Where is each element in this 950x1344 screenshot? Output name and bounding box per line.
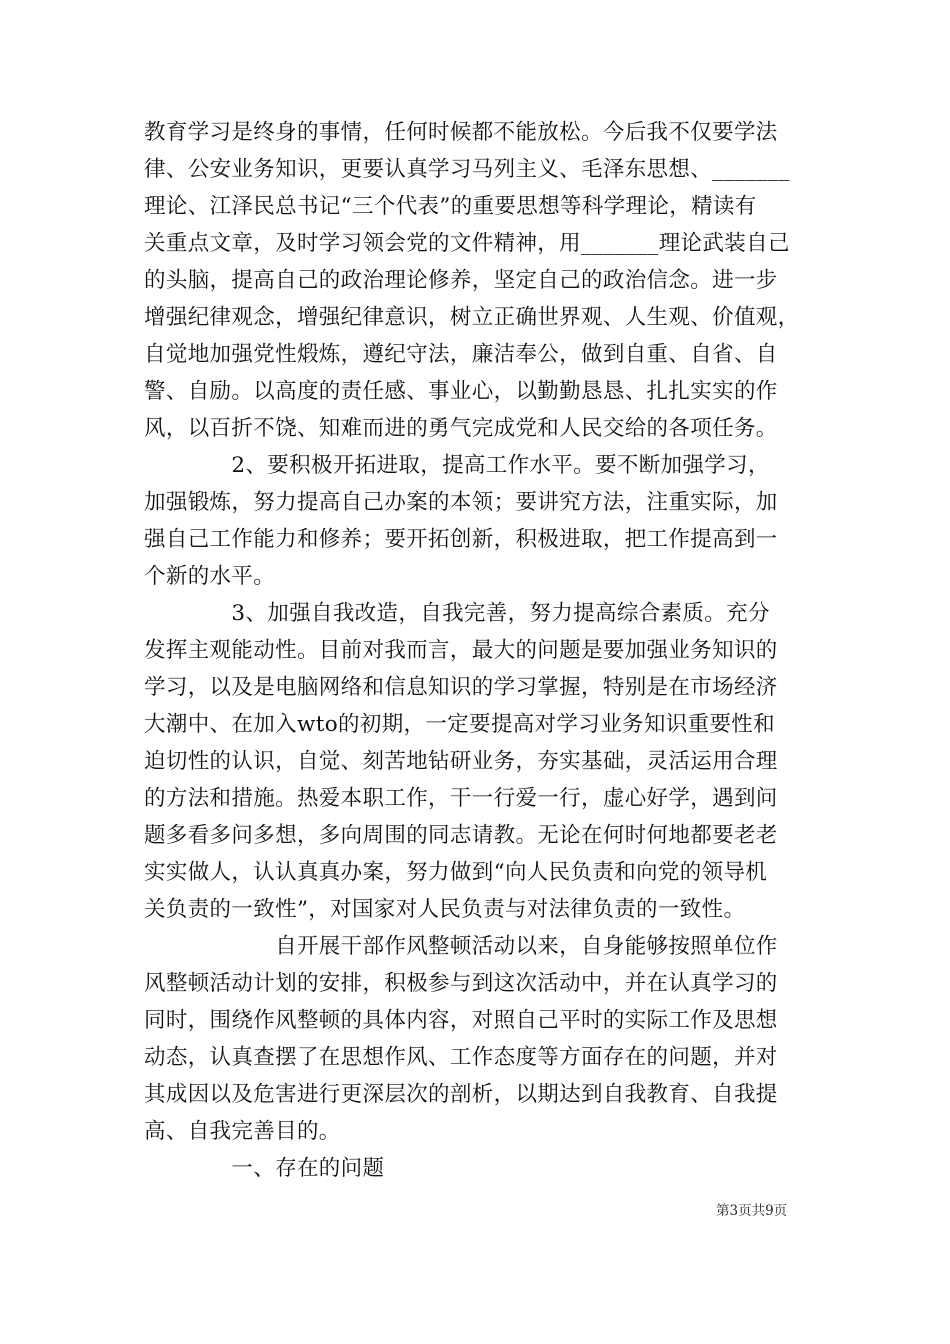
text-line: 教育学习是终身的事情，任何时候都不能放松。今后我不仅要学法 [144, 120, 778, 145]
paragraph-2-start: 2、要积极开拓进取，提高工作水平。要不断加强学习， [144, 453, 770, 478]
text-line: 加强锻炼，努力提高自己办案的本领；要讲究方法，注重实际，加 [144, 490, 778, 515]
text-line: 强自己工作能力和修养；要开拓创新，积极进取，把工作提高到一 [144, 527, 778, 552]
text-line: 关重点文章，及时学习领会党的文件精神，用_______理论武装自己 [144, 231, 790, 256]
text-line: 增强纪律观念，增强纪律意识，树立正确世界观、人生观、价值观， [144, 305, 800, 330]
text-line: 自觉地加强党性煅炼，遵纪守法，廉洁奉公，做到自重、自省、自 [144, 342, 778, 367]
text-line: 的方法和措施。热爱本职工作，干一行爱一行，虚心好学，遇到问 [144, 786, 778, 811]
text-line: 律、公安业务知识，更要认真学习马列主义、毛泽东思想、_______ [144, 157, 790, 182]
text-line: 关负责的一致性”，对国家对人民负责与对法律负责的一致性。 [144, 897, 746, 922]
text-line: 大潮中、在加入wto的初期，一定要提高对学习业务知识重要性和 [144, 712, 775, 737]
text-line: 的头脑，提高自己的政治理论修养，坚定自己的政治信念。进一步 [144, 268, 778, 293]
page-number-footer: 第3页共9页 [716, 1203, 788, 1219]
text-line: 学习，以及是电脑网络和信息知识的学习掌握，特别是在市场经济 [144, 675, 778, 700]
text-line: 风整顿活动计划的安排，积极参与到这次活动中，并在认真学习的 [144, 971, 778, 996]
text-line: 高、自我完善目的。 [144, 1119, 341, 1144]
text-line: 动态，认真查摆了在思想作风、工作态度等方面存在的问题，并对 [144, 1045, 778, 1070]
body-text [144, 114, 810, 1187]
text-line: 实实做人，认认真真办案，努力做到“向人民负责和向党的领导机 [144, 860, 768, 885]
text-line: 理论、江泽民总书记“三个代表”的重要思想等科学理论，精读有 [144, 194, 757, 219]
section-heading: 一、存在的问题 [144, 1156, 385, 1181]
paragraph-3-start: 3、加强自我改造，自我完善，努力提高综合素质。充分 [144, 601, 770, 626]
text-line: 同时，围绕作风整顿的具体内容，对照自己平时的实际工作及思想 [144, 1008, 778, 1033]
text-line: 其成因以及危害进行更深层次的剖析，以期达到自我教育、自我提 [144, 1082, 778, 1107]
text-line: 个新的水平。 [144, 564, 276, 589]
paragraph-4-start: 自开展干部作风整顿活动以来，自身能够按照单位作 [144, 934, 778, 959]
text-line: 迫切性的认识，自觉、刻苦地钻研业务，夯实基础，灵活运用合理 [144, 749, 778, 774]
text-line: 警、自励。以高度的责任感、事业心，以勤勤恳恳、扎扎实实的作 [144, 379, 778, 404]
text-line: 题多看多问多想，多向周围的同志请教。无论在何时何地都要老老 [144, 823, 778, 848]
text-line: 发挥主观能动性。目前对我而言，最大的问题是要加强业务知识的 [144, 638, 778, 663]
text-line: 风，以百折不饶、知难而进的勇气完成党和人民交给的各项任务。 [144, 416, 778, 441]
